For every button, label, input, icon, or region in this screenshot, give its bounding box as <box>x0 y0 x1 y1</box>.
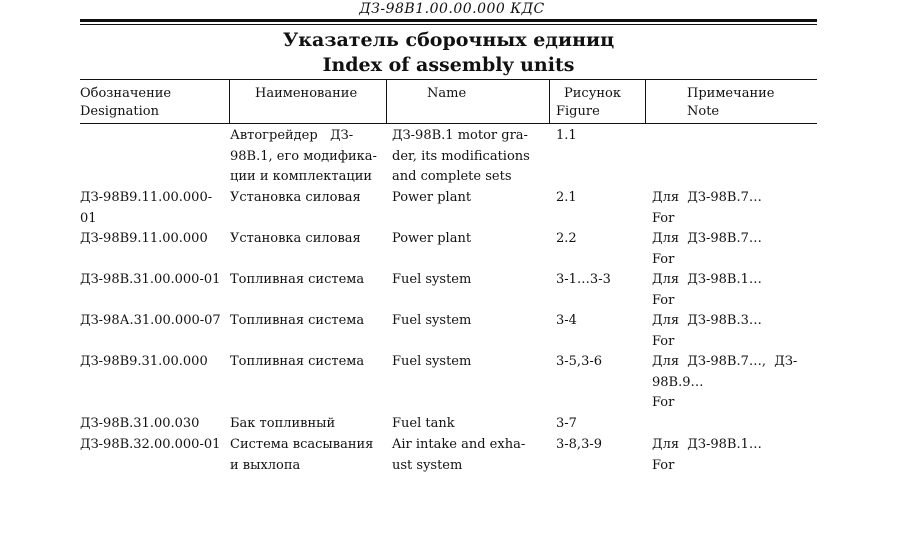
cell-name-ru: Система всасывания и выхлопа <box>230 437 374 473</box>
column-header-en: Figure <box>556 104 600 119</box>
cell-figure: 3-4 <box>556 313 577 328</box>
cell-designation: ДЗ-98В9.11.00.000 <box>80 231 208 246</box>
title-en: Index of assembly units <box>322 54 575 76</box>
cell-name-en: Fuel tank <box>392 416 455 431</box>
column-divider <box>386 79 387 124</box>
cell-note: Для ДЗ-98В.7… For <box>652 231 762 267</box>
header-rule-thick <box>80 19 817 22</box>
column-header-name-ru <box>255 85 357 103</box>
table-header-top-rule <box>80 79 817 80</box>
column-header-ru: Рисунок <box>564 86 621 101</box>
cell-note: Для ДЗ-98В.1… For <box>652 437 762 473</box>
cell-designation: ДЗ-98В.32.00.000-01 <box>80 437 221 452</box>
column-header-name-en <box>427 85 466 103</box>
cell-note: Для ДЗ-98В.1… For <box>652 272 762 308</box>
column-header-en: Note <box>687 104 720 119</box>
cell-name-en: Fuel system <box>392 272 472 287</box>
cell-name-en: Fuel system <box>392 354 472 369</box>
column-divider <box>549 79 550 124</box>
column-header-ru: Name <box>427 86 467 101</box>
cell-name-ru: Топливная система <box>230 354 365 369</box>
cell-name-en: Power plant <box>392 231 472 246</box>
cell-name-ru: Установка силовая <box>230 190 361 205</box>
document-code: ДЗ-98В1.00.00.000 КДС <box>359 1 545 17</box>
column-header-ru: Примечание <box>687 86 775 101</box>
cell-note: Для ДЗ-98В.3… For <box>652 313 762 349</box>
cell-figure: 2.1 <box>556 190 577 205</box>
cell-name-ru: Установка силовая <box>230 231 361 246</box>
column-header-ru: Обозначение <box>80 86 172 101</box>
cell-figure: 3-1…3-3 <box>556 272 611 287</box>
table-header-bottom-rule <box>80 123 817 124</box>
header-rule-thin <box>80 24 817 25</box>
cell-designation: ДЗ-98В9.31.00.000 <box>80 354 208 369</box>
cell-figure: 3-7 <box>556 416 577 431</box>
cell-figure: 3-8,3-9 <box>556 437 603 452</box>
cell-figure: 2.2 <box>556 231 577 246</box>
cell-figure: 1.1 <box>556 128 577 143</box>
cell-designation: ДЗ-98В9.11.00.000-01 <box>80 190 213 226</box>
column-header-note <box>687 85 775 121</box>
cell-note: Для ДЗ-98В.7…, ДЗ- 98В.9… For <box>652 354 798 410</box>
column-header-figure <box>556 85 621 121</box>
cell-name-en: Air intake and exha- ust system <box>392 437 526 473</box>
cell-note: Для ДЗ-98В.7… For <box>652 190 762 226</box>
column-header-en: Designation <box>80 104 159 119</box>
column-divider <box>229 79 230 124</box>
cell-name-en: Fuel system <box>392 313 472 328</box>
cell-name-ru: Автогрейдер ДЗ- 98В.1, его модифика- ции и комплектации <box>230 128 377 184</box>
cell-figure: 3-5,3-6 <box>556 354 603 369</box>
cell-name-ru: Топливная система <box>230 313 365 328</box>
cell-designation: ДЗ-98А.31.00.000-07 <box>80 313 221 328</box>
cell-designation: ДЗ-98В.31.00.030 <box>80 416 200 431</box>
cell-designation: ДЗ-98В.31.00.000-01 <box>80 272 221 287</box>
cell-name-ru: Бак топливный <box>230 416 336 431</box>
title-ru: Указатель сборочных единиц <box>282 29 615 51</box>
column-header-designation <box>80 85 171 121</box>
cell-name-en: Power plant <box>392 190 472 205</box>
cell-name-en: ДЗ-98В.1 motor gra- der, its modifications and complete sets <box>392 128 530 184</box>
column-divider <box>645 79 646 124</box>
column-header-ru: Наименование <box>255 86 358 101</box>
cell-name-ru: Топливная система <box>230 272 365 287</box>
